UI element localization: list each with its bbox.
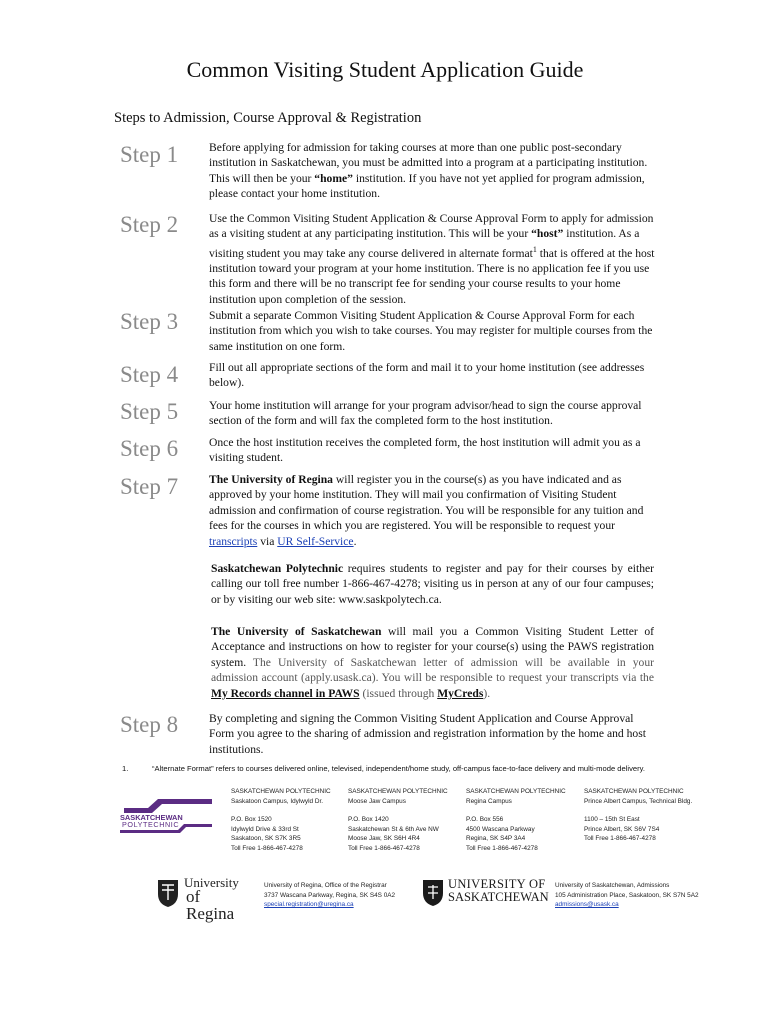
- step-5-text: Your home institution will arrange for your program advisor/head to sign the course approval section of the form and will fax the completed form to the host institution.: [209, 399, 642, 428]
- page-subtitle: Steps to Admission, Course Approval & Registration: [114, 110, 422, 126]
- campus-regina: SASKATCHEWAN POLYTECHNIC Regina Campus P.O. Box 556 4500 Wascana Parkway Regina, SK S4P 3A4 Toll Free 1-866-467-4278: [466, 788, 566, 852]
- step-2-text: Use the Common Visiting Student Application & Course Approval Form to apply for admission as a visiting student at any participating institution. This will be your “host” institution. As a visiting student you may take any course delivered in alternate format$^1$ that is offered at the host institution toward your program at your home institution. There is no application fee if you use this form and there will be no transcript fee for sending your course results to your home institution upon completion of the session.: [209, 212, 655, 306]
- step-1-label: Step 1: [120, 142, 179, 167]
- campus-prince-albert: SASKATCHEWAN POLYTECHNIC Prince Albert Campus, Technical Bldg. 1100 – 15th St East Prince Albert, SK S6V 7S4 Toll Free 1-866-467-4278: [584, 788, 693, 843]
- step-4-label: Step 4: [120, 362, 179, 387]
- polytech-logo: [118, 796, 218, 836]
- ur-self-service-link[interactable]: UR Self-Service: [277, 534, 354, 548]
- step-5-label: Step 5: [120, 399, 179, 424]
- step-2-label: Step 2: [120, 212, 179, 237]
- step-7-text: The University of Regina will register you in the course(s) as you have indicated and as approved by your home institution. They will mail you confirmation of Visiting Student admission and confirmation of course registration. You will be responsible for any tuition and fees for the courses in which you are registered. You will be responsible to request your transcripts via UR Self-Service.: [209, 473, 644, 548]
- uregina-logo-line2: of Regina: [186, 887, 235, 923]
- usask-crest-icon: [422, 879, 444, 907]
- uregina-crest-icon: [156, 878, 180, 908]
- page-title: Common Visiting Student Application Guide: [186, 57, 584, 82]
- usask-logo-line2: SASKATCHEWAN: [448, 890, 549, 904]
- step-8-label: Step 8: [120, 712, 179, 737]
- my-records-link[interactable]: My Records channel in PAWS: [211, 686, 360, 700]
- footnote: 1. “Alternate Format” refers to courses delivered online, televised, independent/home study, off-campus face-to-face delivery and multi-mode delivery.: [122, 764, 645, 773]
- uregina-contact: University of Regina, Office of the Registrar 3737 Wascana Parkway, Regina, SK S4S 0A2 special.registration@uregina.ca: [264, 881, 434, 910]
- step-1-text: Before applying for admission for taking courses at more than one public post-secondary institution in Saskatchewan, you must be admitted into a program at a participating institution. This will then be your “home” institution. If you have not yet applied for program admission, please contact your home institution.: [209, 141, 648, 201]
- campus-saskatoon: SASKATCHEWAN POLYTECHNIC Saskatoon Campus, Idylwyld Dr. P.O. Box 1520 Idylwyld Drive & 33rd St Saskatoon, SK S7K 3R5 Toll Free 1-866-467-4278: [231, 788, 331, 852]
- uregina-email-link[interactable]: special.registration@uregina.ca: [264, 901, 354, 909]
- usask-paragraph: The University of Saskatchewan will mail you a Common Visiting Student Letter of Acceptance and instructions on how to register for your course(s) using the PAWS registration system. The University of Saskatchewan letter of admission will be available in your admission account (apply.usask.ca). You will be responsible to request your transcripts via the My Records channel in PAWS (issued through MyCreds).: [211, 625, 654, 700]
- polytech-paragraph: Saskatchewan Polytechnic requires students to register and pay for their courses by either calling our toll free number 1-866-467-4278; visiting us in person at any of our four campuses; or by visiting our web site: www.saskpolytech.ca.: [211, 562, 654, 606]
- polytech-logo-line2: POLYTECHNIC: [122, 820, 180, 829]
- usask-logo: [422, 878, 547, 910]
- usask-logo-line1: UNIVERSITY OF: [448, 877, 546, 891]
- uregina-logo: [156, 875, 251, 923]
- step-3-text: Submit a separate Common Visiting Student Application & Course Approval Form for each institution from which you wish to take courses. You may register for multiple courses from the same institution on one form.: [209, 309, 653, 353]
- step-6-label: Step 6: [120, 436, 179, 461]
- polytech-logo-line1: SASKATCHEWAN: [120, 813, 183, 822]
- campus-moose-jaw: SASKATCHEWAN POLYTECHNIC Moose Jaw Campus P.O. Box 1420 Saskatchewan St & 6th Ave NW Moose Jaw, SK S6H 4R4 Toll Free 1-866-467-4278: [348, 788, 448, 852]
- step-6-text: Once the host institution receives the completed form, the host institution will admit you as a visiting student.: [209, 436, 641, 465]
- step-8-text: By completing and signing the Common Visiting Student Application and Course Approval Form you agree to the sharing of admission and registration information by the home and host institutions.: [209, 712, 646, 756]
- step-3-label: Step 3: [120, 309, 179, 334]
- usask-email-link[interactable]: admissions@usask.ca: [555, 901, 619, 909]
- step-7-label: Step 7: [120, 474, 179, 499]
- mycreds-link[interactable]: MyCreds: [437, 686, 484, 700]
- step-4-text: Fill out all appropriate sections of the form and mail it to your home institution (see addresses below).: [209, 361, 645, 390]
- transcripts-link[interactable]: transcripts: [209, 534, 258, 548]
- uregina-logo-line1: University: [184, 875, 239, 890]
- usask-contact: University of Saskatchewan, Admissions 105 Administration Place, Saskatoon, SK S7N 5A2 admissions@usask.ca: [555, 881, 730, 910]
